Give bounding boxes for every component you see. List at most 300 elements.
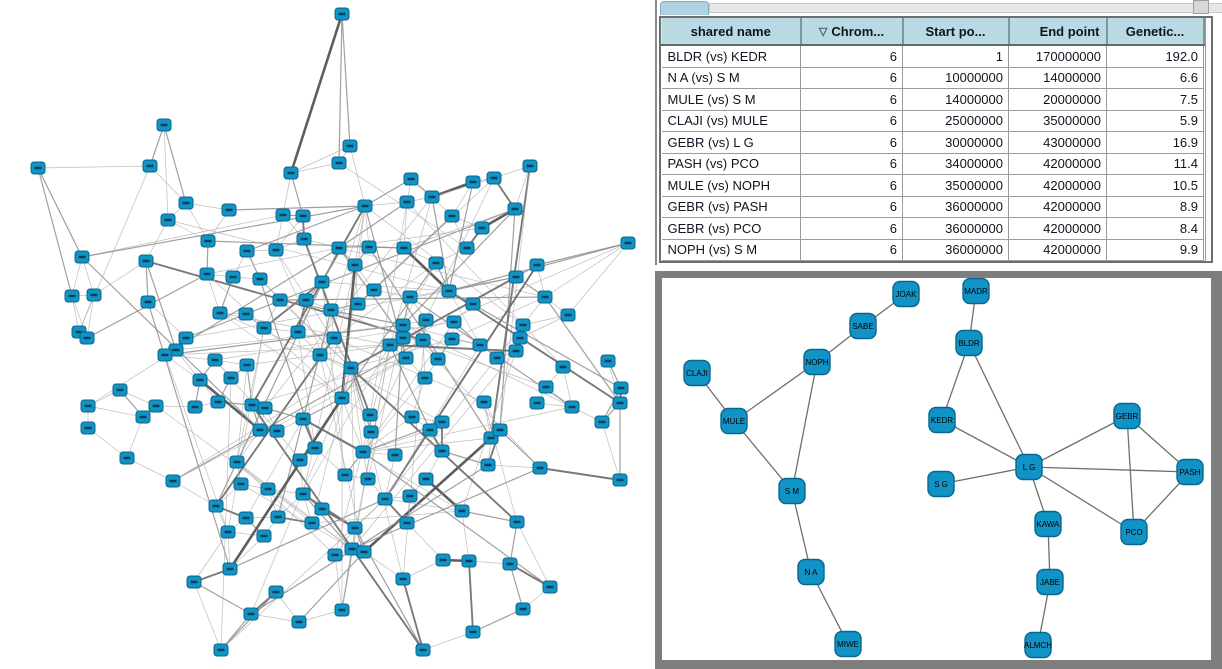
network-node[interactable]	[423, 424, 437, 436]
network-node[interactable]	[447, 316, 461, 328]
table-cell: 5.9	[1107, 110, 1204, 132]
network-edge	[545, 297, 620, 403]
network-node[interactable]	[1016, 455, 1042, 480]
column-header-chromosome[interactable]	[801, 18, 903, 45]
network-edge	[473, 609, 523, 632]
network-node[interactable]	[396, 332, 410, 344]
network-node[interactable]	[338, 469, 352, 481]
network-node-label: MIWE	[837, 639, 859, 649]
network-edge	[432, 178, 494, 197]
network-edge	[364, 430, 500, 552]
network-node[interactable]	[31, 162, 45, 174]
network-node[interactable]	[396, 573, 410, 585]
edge-table	[659, 16, 1213, 263]
network-node[interactable]	[291, 326, 305, 338]
network-node[interactable]	[363, 409, 377, 421]
network-node[interactable]	[187, 576, 201, 588]
network-node[interactable]	[315, 503, 329, 515]
table-cell: 16.9	[1107, 132, 1204, 154]
network-node[interactable]	[378, 493, 392, 505]
table-cell: 6	[801, 239, 903, 261]
network-node[interactable]	[332, 242, 346, 254]
network-node[interactable]	[214, 644, 228, 656]
network-edge	[342, 398, 363, 452]
network-node[interactable]	[257, 322, 271, 334]
network-node[interactable]	[490, 352, 504, 364]
network-edge	[462, 511, 517, 522]
table-cell: 6.6	[1107, 67, 1204, 89]
network-node[interactable]	[508, 203, 522, 215]
network-edge	[221, 592, 276, 650]
network-node[interactable]	[343, 140, 357, 152]
network-node[interactable]	[362, 241, 376, 253]
network-node[interactable]	[539, 381, 553, 393]
network-edge[interactable]	[1029, 416, 1127, 467]
network-node[interactable]	[284, 167, 298, 179]
scrollbar-corner-box[interactable]	[1193, 0, 1209, 14]
network-node[interactable]	[595, 416, 609, 428]
network-node[interactable]	[516, 319, 530, 331]
network-node[interactable]	[445, 333, 459, 345]
network-node[interactable]	[455, 505, 469, 517]
network-node[interactable]	[358, 200, 372, 212]
network-node[interactable]	[179, 197, 193, 209]
network-node[interactable]	[223, 563, 237, 575]
network-node-label: PCO	[1125, 527, 1143, 537]
network-node[interactable]	[348, 522, 362, 534]
horizontal-scrollbar-track[interactable]	[709, 3, 1222, 13]
network-node[interactable]	[1035, 512, 1061, 537]
network-node[interactable]	[245, 399, 259, 411]
network-node[interactable]	[1114, 404, 1140, 429]
table-cell: PASH (vs) PCO	[662, 153, 801, 175]
network-edge	[38, 166, 150, 168]
table-cell: 8.4	[1107, 218, 1204, 240]
network-edge	[38, 168, 72, 296]
network-node[interactable]	[403, 291, 417, 303]
network-node[interactable]	[292, 616, 306, 628]
table-row[interactable]	[662, 110, 1204, 132]
network-node[interactable]	[179, 332, 193, 344]
table-cell: 36000000	[903, 196, 1009, 218]
network-node[interactable]	[435, 445, 449, 457]
network-node[interactable]	[293, 454, 307, 466]
network-node[interactable]	[335, 604, 349, 616]
network-node[interactable]	[509, 345, 523, 357]
network-node[interactable]	[269, 586, 283, 598]
table-header-row	[662, 18, 1204, 45]
network-edge	[342, 14, 350, 146]
network-edge	[568, 243, 628, 315]
table-cell: 6	[801, 89, 903, 111]
table-cell: 6	[801, 175, 903, 197]
network-node[interactable]	[296, 413, 310, 425]
network-node[interactable]	[893, 282, 919, 307]
network-node[interactable]	[477, 396, 491, 408]
network-node[interactable]	[200, 268, 214, 280]
table-row[interactable]	[662, 239, 1204, 261]
network-node[interactable]	[271, 511, 285, 523]
table-row[interactable]	[662, 89, 1204, 111]
column-header-shared-name[interactable]: shared name	[662, 18, 801, 45]
network-node[interactable]	[313, 349, 327, 361]
table-cell: GEBR (vs) PASH	[662, 196, 801, 218]
table-cell: 42000000	[1009, 175, 1107, 197]
table-cell: 34000000	[903, 153, 1009, 175]
network-node[interactable]	[416, 334, 430, 346]
network-node[interactable]	[139, 255, 153, 267]
table-cell: 6	[801, 67, 903, 89]
network-node[interactable]	[523, 160, 537, 172]
network-node[interactable]	[364, 426, 378, 438]
network-node[interactable]	[75, 251, 89, 263]
small-network-panel[interactable]	[655, 271, 1222, 669]
network-node[interactable]	[493, 424, 507, 436]
column-header-end-point[interactable]: End point	[1009, 18, 1107, 45]
network-node[interactable]	[684, 361, 710, 386]
network-node[interactable]	[193, 374, 207, 386]
network-node[interactable]	[798, 560, 824, 585]
network-node[interactable]	[561, 309, 575, 321]
network-node[interactable]	[388, 449, 402, 461]
table-cell: 25000000	[903, 110, 1009, 132]
network-node[interactable]	[239, 512, 253, 524]
table-cell: 6	[801, 45, 903, 67]
network-node[interactable]	[299, 294, 313, 306]
table-cell: 14000000	[1009, 67, 1107, 89]
network-node[interactable]	[400, 196, 414, 208]
column-header-genetic[interactable]: Genetic...	[1107, 18, 1204, 45]
network-node[interactable]	[276, 209, 290, 221]
network-node[interactable]	[1177, 460, 1203, 485]
network-node[interactable]	[466, 298, 480, 310]
network-node[interactable]	[565, 401, 579, 413]
network-node[interactable]	[399, 352, 413, 364]
table-cell: 6	[801, 153, 903, 175]
network-node[interactable]	[253, 273, 267, 285]
table-cell: 36000000	[903, 218, 1009, 240]
network-edge	[194, 532, 228, 582]
network-node[interactable]	[221, 526, 235, 538]
network-node-label: N A	[804, 567, 818, 577]
table-cell: 6	[801, 218, 903, 240]
network-edge	[237, 462, 352, 549]
network-node[interactable]	[87, 289, 101, 301]
table-cell: N A (vs) S M	[662, 67, 801, 89]
table-cell: 9.9	[1107, 239, 1204, 261]
network-node[interactable]	[208, 354, 222, 366]
panel-splitter[interactable]	[655, 0, 657, 265]
network-edge	[299, 552, 364, 622]
network-node[interactable]	[297, 233, 311, 245]
table-cell: 42000000	[1009, 218, 1107, 240]
network-edge[interactable]	[969, 343, 1029, 467]
network-node[interactable]	[419, 314, 433, 326]
network-node[interactable]	[226, 271, 240, 283]
network-node[interactable]	[404, 173, 418, 185]
table-cell: MULE (vs) S M	[662, 89, 801, 111]
table-row[interactable]	[662, 132, 1204, 154]
network-node[interactable]	[419, 473, 433, 485]
network-node[interactable]	[328, 549, 342, 561]
network-node[interactable]	[80, 332, 94, 344]
network-node[interactable]	[273, 294, 287, 306]
network-node[interactable]	[1037, 570, 1063, 595]
table-row[interactable]	[662, 196, 1204, 218]
network-node[interactable]	[613, 397, 627, 409]
network-node[interactable]	[530, 397, 544, 409]
network-node[interactable]	[804, 350, 830, 375]
network-node[interactable]	[81, 400, 95, 412]
table-panel	[657, 0, 1217, 266]
network-node[interactable]	[261, 483, 275, 495]
network-node-label: KEDR	[930, 415, 954, 425]
network-node[interactable]	[473, 339, 487, 351]
table-cell: 10.5	[1107, 175, 1204, 197]
table-cell: 20000000	[1009, 89, 1107, 111]
network-node[interactable]	[136, 411, 150, 423]
network-node[interactable]	[613, 474, 627, 486]
network-node[interactable]	[481, 459, 495, 471]
table-cell: 42000000	[1009, 153, 1107, 175]
network-edge	[488, 465, 540, 468]
table-cell: MULE (vs) NOPH	[662, 175, 801, 197]
network-node[interactable]	[141, 296, 155, 308]
network-node[interactable]	[209, 500, 223, 512]
network-node[interactable]	[81, 422, 95, 434]
network-node[interactable]	[120, 452, 134, 464]
network-node[interactable]	[361, 473, 375, 485]
network-node[interactable]	[442, 285, 456, 297]
network-edge	[462, 511, 469, 561]
table-cell: 6	[801, 196, 903, 218]
network-node[interactable]	[929, 408, 955, 433]
network-node[interactable]	[240, 359, 254, 371]
network-edge	[602, 422, 620, 480]
network-node[interactable]	[538, 291, 552, 303]
network-node[interactable]	[431, 353, 445, 365]
network-node-label: MADR	[964, 286, 988, 296]
network-node[interactable]	[324, 304, 338, 316]
network-edge	[260, 279, 351, 368]
network-edge	[251, 465, 488, 614]
network-node[interactable]	[269, 244, 283, 256]
table-cell: 6	[801, 132, 903, 154]
network-node[interactable]	[296, 210, 310, 222]
network-node[interactable]	[400, 517, 414, 529]
network-edge	[449, 182, 473, 291]
network-node[interactable]	[779, 479, 805, 504]
table-cell: BLDR (vs) KEDR	[662, 45, 801, 67]
network-node[interactable]	[224, 372, 238, 384]
network-node[interactable]	[244, 608, 258, 620]
table-cell: 14000000	[903, 89, 1009, 111]
column-header-start-point[interactable]: Start po...	[903, 18, 1009, 45]
network-node[interactable]	[270, 425, 284, 437]
network-node[interactable]	[835, 632, 861, 657]
network-node[interactable]	[239, 308, 253, 320]
network-edge	[221, 378, 231, 650]
network-node[interactable]	[113, 384, 127, 396]
network-edge	[276, 250, 342, 398]
network-node-label: JOAK	[895, 289, 917, 299]
table-cell: 35000000	[1009, 110, 1107, 132]
network-node[interactable]	[601, 355, 615, 367]
network-edge[interactable]	[792, 362, 817, 491]
table-cell: 11.4	[1107, 153, 1204, 175]
network-edge	[545, 243, 628, 297]
table-cell: 43000000	[1009, 132, 1107, 154]
network-node[interactable]	[161, 214, 175, 226]
network-node[interactable]	[475, 222, 489, 234]
network-node[interactable]	[963, 279, 989, 304]
table-cell: CLAJI (vs) MULE	[662, 110, 801, 132]
network-node[interactable]	[509, 271, 523, 283]
network-node[interactable]	[425, 191, 439, 203]
network-node-label: L G	[1022, 462, 1036, 472]
column-header-chromosome-label: Chrom...	[831, 23, 885, 39]
network-node[interactable]	[332, 157, 346, 169]
network-node[interactable]	[149, 400, 163, 412]
network-node[interactable]	[143, 160, 157, 172]
network-edge	[540, 468, 620, 480]
network-node[interactable]	[436, 554, 450, 566]
network-node[interactable]	[543, 581, 557, 593]
network-node[interactable]	[356, 446, 370, 458]
network-node[interactable]	[405, 411, 419, 423]
network-node[interactable]	[850, 314, 876, 339]
network-node[interactable]	[348, 259, 362, 271]
network-node[interactable]	[416, 644, 430, 656]
network-node[interactable]	[296, 488, 310, 500]
table-cell: 6	[801, 110, 903, 132]
network-edge[interactable]	[1127, 416, 1134, 532]
network-node[interactable]	[158, 349, 172, 361]
vertical-scrollbar-track[interactable]	[1205, 18, 1211, 261]
network-node[interactable]	[383, 339, 397, 351]
network-node[interactable]	[335, 8, 349, 20]
filter-icon[interactable]: ▽	[818, 25, 828, 38]
network-node[interactable]	[166, 475, 180, 487]
network-node[interactable]	[367, 284, 381, 296]
network-node[interactable]	[327, 332, 341, 344]
network-node[interactable]	[1024, 633, 1052, 658]
network-node[interactable]	[429, 257, 443, 269]
network-node[interactable]	[621, 237, 635, 249]
network-node-label: BLDR	[958, 338, 980, 348]
network-node[interactable]	[503, 558, 517, 570]
table-row[interactable]	[662, 218, 1204, 240]
network-node[interactable]	[308, 442, 322, 454]
network-node[interactable]	[403, 490, 417, 502]
small-network-svg	[662, 278, 1211, 660]
network-node-label: MULE	[722, 416, 746, 426]
network-node[interactable]	[397, 242, 411, 254]
network-node[interactable]	[466, 176, 480, 188]
network-node[interactable]	[1121, 520, 1147, 545]
network-node[interactable]	[516, 603, 530, 615]
network-node[interactable]	[351, 298, 365, 310]
network-node-label: PASH	[1179, 467, 1201, 477]
network-node[interactable]	[201, 235, 215, 247]
table-cell: 192.0	[1107, 45, 1204, 67]
network-node[interactable]	[530, 259, 544, 271]
table-cell: NOPH (vs) S M	[662, 239, 801, 261]
network-node[interactable]	[956, 331, 982, 356]
network-node-label: SABE	[852, 321, 874, 331]
network-node[interactable]	[396, 319, 410, 331]
network-node[interactable]	[222, 204, 236, 216]
table-cell: GEBR (vs) PCO	[662, 218, 801, 240]
table-cell: 35000000	[903, 175, 1009, 197]
network-edge[interactable]	[1029, 467, 1190, 472]
table-row[interactable]	[662, 175, 1204, 197]
network-node[interactable]	[460, 242, 474, 254]
table-row[interactable]	[662, 153, 1204, 175]
table-row[interactable]	[662, 45, 1204, 67]
table-cell: 42000000	[1009, 196, 1107, 218]
network-node[interactable]	[418, 372, 432, 384]
table-cell: 8.9	[1107, 196, 1204, 218]
network-node[interactable]	[188, 401, 202, 413]
network-node[interactable]	[230, 456, 244, 468]
network-edge	[370, 202, 407, 415]
network-node[interactable]	[253, 424, 267, 436]
network-node-label: NOPH	[805, 357, 829, 367]
network-node[interactable]	[556, 361, 570, 373]
network-node[interactable]	[445, 210, 459, 222]
network-node[interactable]	[211, 396, 225, 408]
network-node[interactable]	[240, 245, 254, 257]
network-node[interactable]	[462, 555, 476, 567]
network-node[interactable]	[257, 530, 271, 542]
network-edge	[350, 146, 365, 206]
table-cell: 170000000	[1009, 45, 1107, 67]
network-node[interactable]	[533, 462, 547, 474]
table-cell: 10000000	[903, 67, 1009, 89]
network-node[interactable]	[510, 516, 524, 528]
network-node[interactable]	[315, 276, 329, 288]
network-node-label: ALMCH	[1023, 640, 1053, 650]
table-body	[662, 45, 1204, 261]
network-node[interactable]	[487, 172, 501, 184]
network-edge	[79, 166, 150, 332]
network-node[interactable]	[513, 332, 527, 344]
table-cell: 42000000	[1009, 239, 1107, 261]
network-node[interactable]	[614, 382, 628, 394]
network-node[interactable]	[65, 290, 79, 302]
network-node[interactable]	[258, 402, 272, 414]
table-row[interactable]	[662, 67, 1204, 89]
network-node-label: S G	[934, 479, 948, 489]
network-node-label: S M	[784, 486, 800, 496]
network-node[interactable]	[344, 362, 358, 374]
network-node[interactable]	[335, 392, 349, 404]
network-node-label: GEBR	[1115, 411, 1139, 421]
network-node[interactable]	[928, 472, 954, 497]
network-node[interactable]	[213, 307, 227, 319]
network-node[interactable]	[234, 478, 248, 490]
table-cell: 7.5	[1107, 89, 1204, 111]
table-cell: 36000000	[903, 239, 1009, 261]
network-node[interactable]	[357, 546, 371, 558]
network-edge	[194, 582, 221, 650]
network-node[interactable]	[157, 119, 171, 131]
network-node[interactable]	[721, 409, 747, 434]
table-tab-fragment[interactable]	[660, 1, 709, 15]
network-node[interactable]	[466, 626, 480, 638]
network-node[interactable]	[305, 517, 319, 529]
